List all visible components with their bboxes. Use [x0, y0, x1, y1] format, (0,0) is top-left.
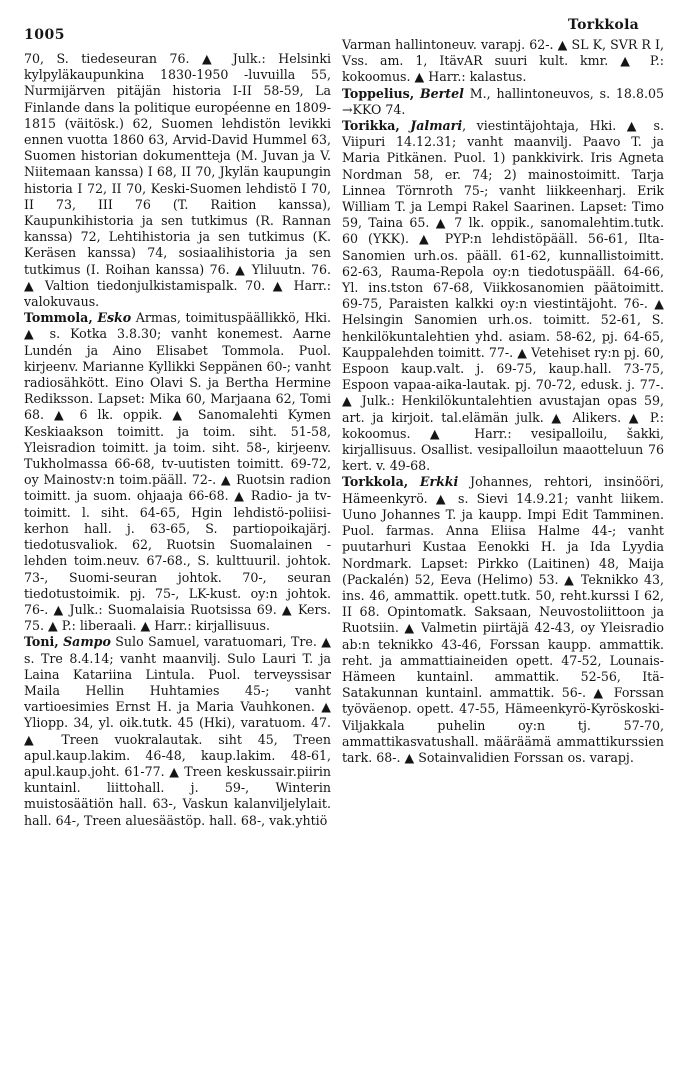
entry-text: 70, S. tiedeseuran 76. ▲ Julk.: Helsinki kylpyläkaupunkina 1830-1950 -luvuilla 55, Nurmijärven pitäjän historia I-II 58-59, La Finlande dans la politique européenne en 1809-1815 (väitösk.) 62, Suomen lehdistön levikki ennen vuotta 1860 63, Arvid-David Hummel 63, Suomen historian dokumentteja (M. Juvan ja V. Niitemaan kanssa) I 68, II 70, Jkylän kaupungin historia I 72, II 70, Keski-Suomen lehdistö I 70, II 73, III 76 (T. Raition kanssa), Kaupunkihistoria ja sen tutkimus (R. Rannan kanssa) 72, Lehtihistoria ja sen tutkimus (K. Keräsen kanssa) 74, sosiaalihistoria ja sen tutkimus (I. Roihan kanssa) 76. ▲ Yliluutn. 76. ▲ Valtion tiedonjulkistamispalk. 70. ▲ Harr.: valokuvaus. — [24, 51, 331, 310]
entry-text: Sulo Samuel, varatuomari, Tre. ▲ s. Tre 8.4.14; vanht maanvilj. Sulo Lauri T. ja Laina Katariina Lintula. Puol. terveyssisar Maila Hellin Huhtamies 45-; vanht vartioesimies Ernst H. ja Maria Vauhkonen. ▲ Yliopp. 34, yl. oik.tutk. 45 (Hki), varatuom. 47. ▲ Treen vuokralautak. siht 45, Treen apul.kaup.lakim. 46-48, kaup.lakim. 48-61, apul.kaup.joht. 61-77. ▲ Treen keskussair.piirin kuntainl. liittohall. j. 59-, Winterin muistosäätiön hall. 63-, Vaskun kalanviljelylait. hall. 64-, Treen aluesäästöp. hall. 68-, vak.yhtiö — [24, 634, 331, 828]
entry-given-name: Erkki — [419, 474, 459, 490]
entry-surname: Toppelius, — [342, 85, 415, 101]
entry-given-name: Jalmari — [410, 118, 463, 134]
entry-surname: Torikka, — [342, 118, 400, 134]
entry-text: M., hallintoneuvos, s. 18.8.05 →KKO 74. — [342, 85, 664, 117]
entry-text: Armas, toimituspäällikkö, Hki. ▲ s. Kotka 3.8.30; vanht konemest. Aarne Lundén ja Aino Elisabet Tommola. Puol. kirjeenv. Marianne Kyllikki Seppänen 60-; vanht radiosähkött. Eino Olavi S. ja Bertha Hermine Rediksson. Lapset: Mika 60, Marjaana 62, Tomi 68. ▲ 6 lk. oppik. ▲ Sanomalehti Kymen Keskiaakson toimitt. ja toim. siht. 51-58, Yleisradion toimitt. ja toim. siht. 58-, kirjeenv. Tukholmassa 66-68, tv-uutisten toimitt. 69-72, oy Mainostv:n toim.pääll. 72-. ▲ Ruotsin radion toimitt. ja suom. ohjaaja 66-68. ▲ Radio- ja tv-toimitt. l. siht. 64-65, Hgin lehdistö-poliisi-kerhon hall. j. 63-65, S. partiopoikajärj. tiedotusvaliok. 62, Ruotsin Suomalainen -lehden toim.neuv. 67-68., S. kulttuuril. johtok. 73-, Suomi-seuran johtok. 70-, seuran tiedotustoimik. pj. 75-, LK-kust. oy:n johtok. 76-. ▲ Julk.: Suomalaisia Ruotsissa 69. ▲ Kers. 75. ▲ P.: liberaali. ▲ Harr.: kirjallisuus. — [24, 310, 331, 634]
page-number: 1005 — [24, 27, 65, 43]
entry-torkkola — [342, 474, 664, 766]
entry-text: Varman hallintoneuv. varapj. 62-. ▲ SL K, SVR R I, Vss. am. 1, ItävAR suuri kult. kmr. ▲ P.: kokoomus. ▲ Harr.: kalastus. — [342, 37, 664, 85]
running-head: Torkkola — [568, 17, 640, 33]
entry-toni — [24, 634, 331, 828]
entry-tommola — [24, 310, 331, 634]
entry-torikka — [342, 118, 664, 474]
entry-text: Johannes, rehtori, insinööri, Hämeenkyrö. ▲ s. Sievi 14.9.21; vanht liikem. Uuno Johannes T. ja kaupp. Impi Edit Tamminen. Puol. farmas. Anna Eliisa Halme 44-; vanht puutarhuri Kustaa Eenokki H. ja Ida Lyydia Nordmark. Lapset: Pirkko (Laitinen) 48, Maija (Packalén) 52, Eeva (Helimo) 53. ▲ Teknikko 43, ins. 46, ammattik. opett.tutk. 50, reht.kurssi I 62, II 68. Opintomatk. Saksaan, Neuvostoliittoon ja Ruotsiin. ▲ Valmetin piirtäjä 42-43, oy Yleisradio ab:n teknikko 43-46, Forssan kaupp. ammattik. reht. ja ammattiaineiden opett. 47-52, Lounais-Hämeen kuntainl. ammattik. 52-56, Itä-Satakunnan kuntainl. ammattik. 56-. ▲ Forssan työväenop. opett. 47-55, Hämeenkyrö-Kyröskoski-Viljakkala puhelin oy:n tj. 57-70, ammattikasvatushall. määräämä ammattikurssien tark. 68-. ▲ Sotainvalidien Forssan os. varapj. — [342, 474, 664, 765]
entry-surname: Torkkola, — [342, 474, 409, 490]
entry-continuation — [24, 51, 331, 310]
entry-surname: Toni, — [24, 634, 59, 650]
entry-toppelius — [342, 86, 664, 118]
entry-continuation — [342, 37, 664, 86]
left-column — [24, 51, 331, 829]
entry-text: , viestintäjohtaja, Hki. ▲ s. Viipuri 14.12.31; vanht maanvilj. Paavo T. ja Maria Pitkänen. Puol. 1) pankkivirk. Iris Agneta Nordman 58, er. 74; 2) mainostoimitt. Tarja Linnea Törnroth 75-; vanht liikkeenharj. Erik William T. ja Lempi Rakel Saarinen. Lapset: Timo 59, Taina 65. ▲ 7 lk. oppik., sanomalehtim.tutk. 60 (YKK). ▲ PYP:n lehdistöpääll. 56-61, Ilta-Sanomien urh.os. pääll. 61-62, kunnallistoimitt. 62-63, Rauma-Repola oy:n tiedotuspääll. 64-66, Yl. ins.tston 67-68, Viikkosanomien päätoimitt. 69-75, Paraisten kalkki oy:n viestintäjoht. 76-. ▲ Helsingin Sanomien urh.os. toimitt. 52-61, S. henkilökuntalehtien yhd. asiam. 58-62, pj. 64-65, Kauppalehden toimitt. 77-. ▲ Vetehiset ry:n pj. 60, Espoon kaup.valt. j. 69-75, kaup.hall. 73-75, Espoon vapaa-aika-lautak. pj. 70-72, edusk. j. 77-. ▲ Julk.: Henkilökuntalehtien avustajan opas 59, art. ja kirjoit. tal.elämän julk. ▲ Alikers. ▲ P.: kokoomus. ▲ Harr.: vesipalloilu, šakki, kirjallisuus. Osallist. vesipalloilun maaotteluun 76 kert. v. 49-68. — [342, 118, 664, 474]
entry-given-name: Sampo — [63, 634, 111, 650]
entry-given-name: Esko — [97, 310, 132, 326]
entry-given-name: Bertel — [420, 85, 464, 101]
entry-surname: Tommola, — [24, 310, 93, 326]
right-column — [342, 37, 664, 766]
